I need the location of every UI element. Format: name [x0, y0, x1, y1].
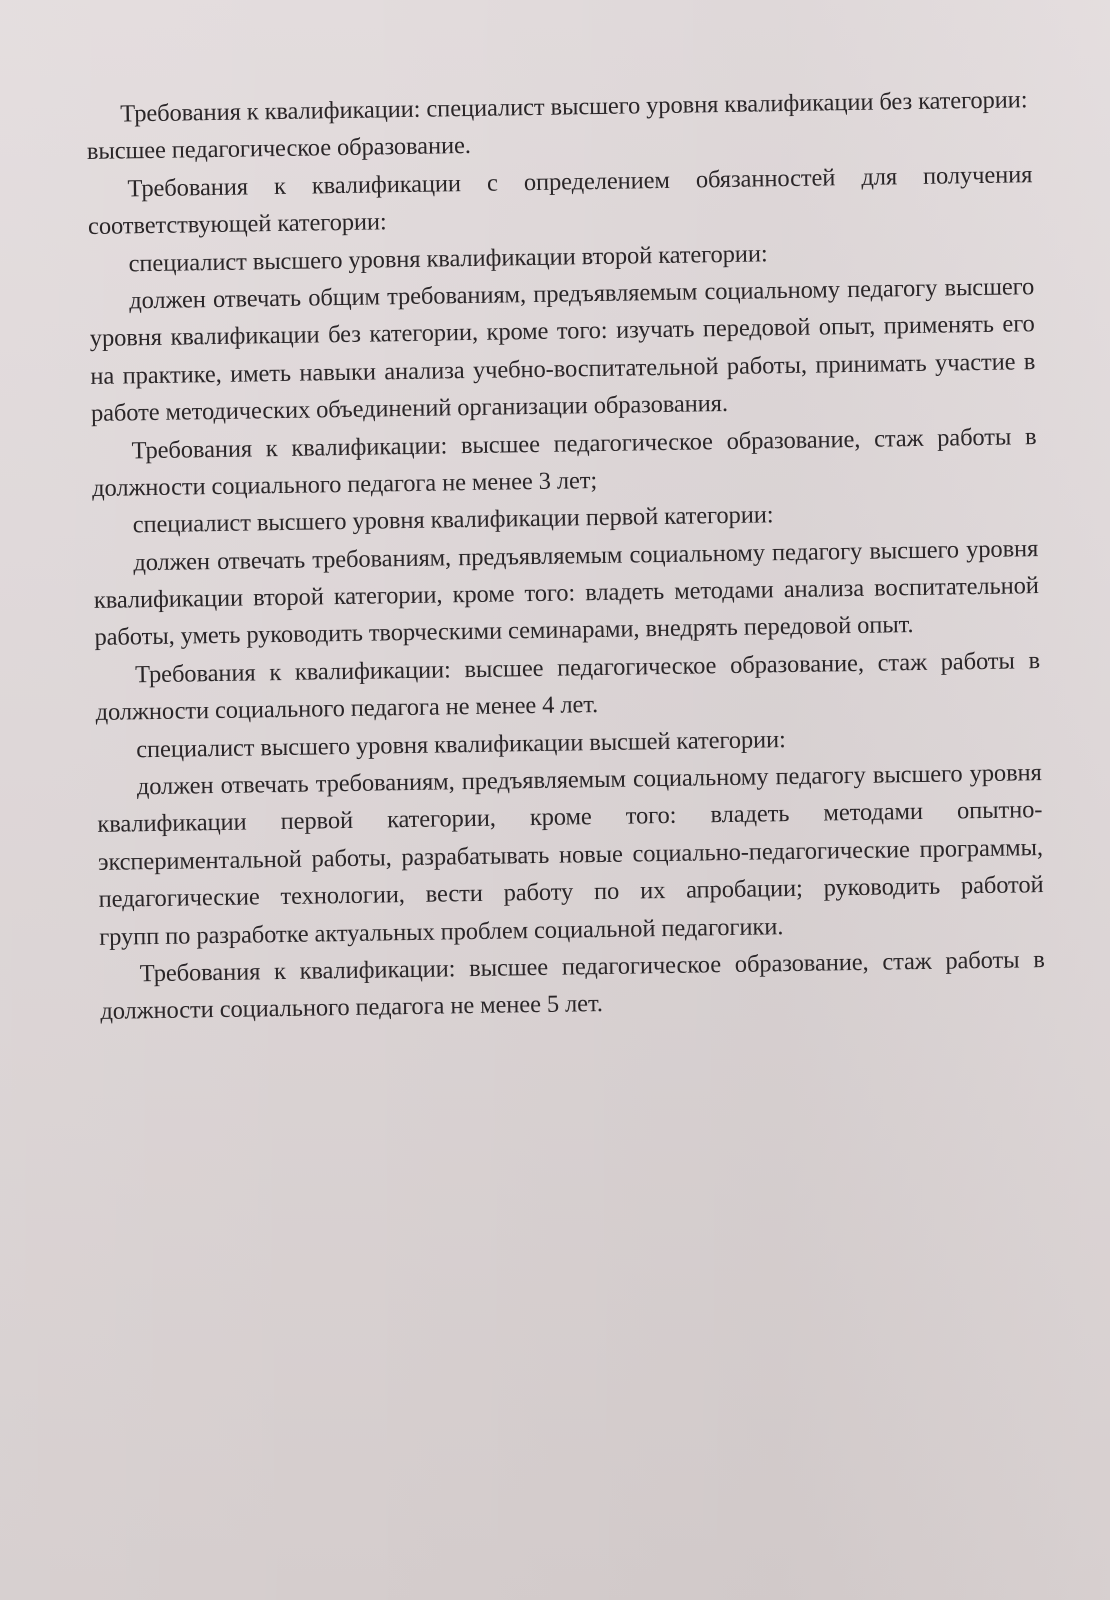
paragraph-line: Требования к квалификации: высшее педагогическое образование, стаж работы в: [139, 946, 1045, 988]
paragraph-line: квалификации первой категории, кроме того: владеть методами опытно-: [97, 796, 1043, 839]
paragraph-line: групп по разработке актуальных проблем социальной педагогики.: [98, 912, 784, 951]
section-heading: специалист высшего уровня квалификации второй категории:: [128, 239, 768, 277]
paragraph-line: должности социального педагога не менее 4 лет.: [95, 691, 599, 727]
paragraph-line: педагогические технологии, вести работу по их апробации; руководить работой: [98, 871, 1044, 914]
paragraph-line: квалификации второй категории, кроме того: владеть методами анализа воспитательной: [93, 572, 1040, 615]
paragraph-line: Требования к квалификации: высшее педагогическое образование, стаж работы в: [134, 646, 1041, 689]
paragraph-line: на практике, иметь навыки анализа учебно-воспитательной работы, принимать участие в: [90, 347, 1036, 390]
section-heading: специалист высшего уровня квалификации высшей категории:: [136, 725, 786, 763]
paragraph-line: должен отвечать требованиям, предъявляемым социальному педагогу высшего уровня: [136, 759, 1042, 801]
document-body: [86, 81, 1046, 1030]
paragraph-line: должности социального педагога не менее 5 лет.: [100, 990, 603, 1026]
paragraph-line: Требования к квалификации: высшее педагогическое образование, стаж работы в: [131, 422, 1037, 464]
paragraph-line: должен отвечать общим требованиям, предъявляемым социальному педагогу высшего: [129, 273, 1035, 315]
paragraph-line: Требования к квалификации: специалист высшего уровня квалификации без категории:: [120, 86, 1028, 128]
paragraph-line: экспериментальной работы, разрабатывать новые социально-педагогические программы,: [97, 833, 1044, 876]
paragraph-line: работе методических объединений организации образования.: [90, 390, 729, 428]
section-heading: специалист высшего уровня квалификации первой категории:: [132, 501, 774, 539]
paragraph-line: работы, уметь руководить творческими семинарами, внедрять передовой опыт.: [94, 611, 914, 652]
paragraph-line: высшее педагогическое образование.: [86, 132, 471, 166]
paragraph-line: Требования к квалификации с определением обязанностей для получения: [127, 160, 1033, 203]
paragraph-line: должности социального педагога не менее 3 лет;: [91, 466, 598, 502]
paragraph-line: должен отвечать требованиям, предъявляемым социальному педагогу высшего уровня: [133, 534, 1039, 576]
paragraph-line: уровня квалификации без категории, кроме того: изучать передовой опыт, применять его: [89, 310, 1035, 353]
paragraph-line: соответствующей категории:: [87, 208, 387, 241]
